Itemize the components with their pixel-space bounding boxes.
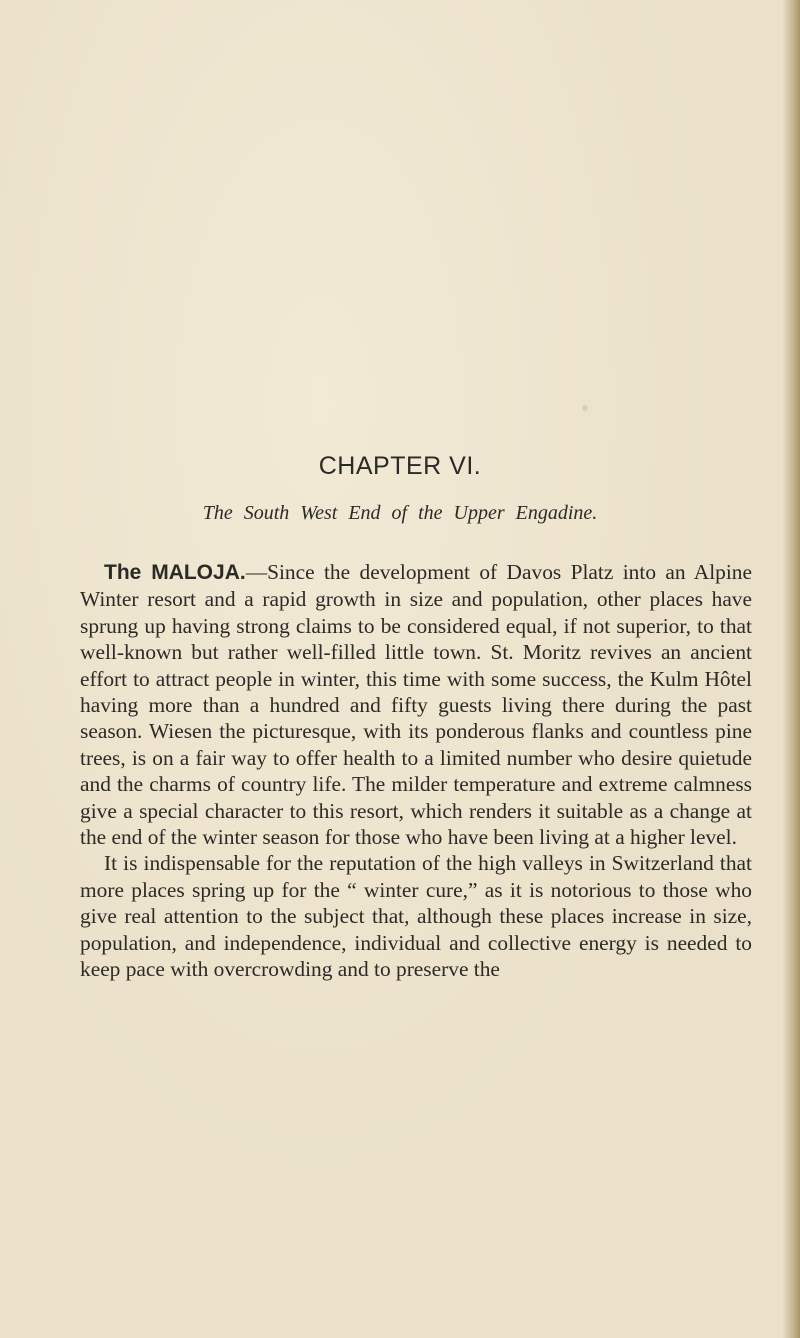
paragraph [80,559,752,850]
paragraph [80,850,752,982]
paragraph-text: —Since the development of Davos Platz into an Alpine Winter resort and a rapid growth in size and population, other places have sprung up having strong claims to be considered equal, if not superior, to that well-known but rather well-filled little town. St. Moritz revives an ancient effort to attract people in winter, this time with some success, the Kulm Hôtel having more than a hundred and fifty guests living there during the past season. Wiesen the picturesque, with its ponderous flanks and countless pine trees, is on a fair way to offer health to a limited number who desire quietude and the charms of country life. The milder temperature and extreme calmness give a special character to this resort, which renders it suitable as a change at the end of the winter season for those who have been living at a higher level. [80,560,753,850]
paper-speck [582,405,588,411]
chapter-body [80,559,752,983]
paragraph-lead-in: The MALOJA. [104,561,246,584]
paragraph-text: It is indispensable for the reputation of the high valleys in Switzerland that more places spring up for the “ winter cure,” as it is notorious to those who give real attention to the subject that, although these places increase in size, population, and independence, individual and collective energy is needed to keep pace with overcrowding and to preserve the [80,851,752,982]
chapter-subtitle: The South West End of the Upper Engadine. [202,502,598,524]
page-edge-shadow [782,0,800,1338]
chapter-heading: CHAPTER VI. [318,452,482,480]
